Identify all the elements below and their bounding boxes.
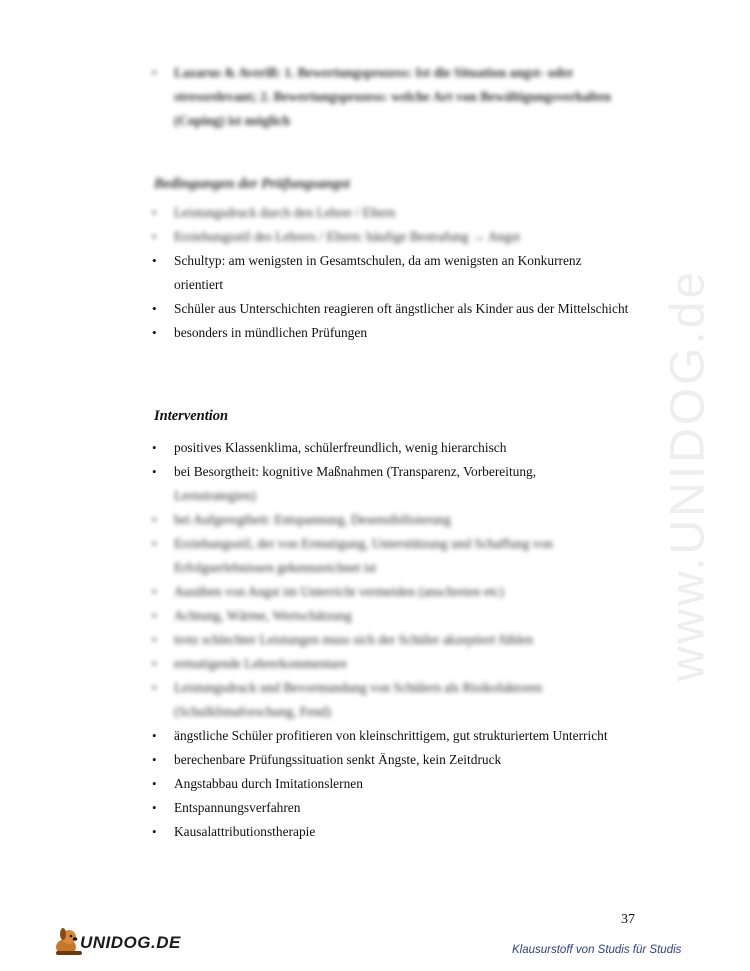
list-item [152, 460, 632, 484]
list-item [152, 748, 632, 772]
list-item [152, 652, 632, 676]
list-item [152, 508, 632, 532]
list-item-text: besonders in mündlichen Prüfungen [174, 325, 368, 340]
list-item-text: trotz schlechter Leistungen muss sich der Schüler akzeptiert fühlen [174, 632, 534, 647]
list-item-text: Kausalattributionstherapie [174, 824, 316, 839]
list-item-text: Entspannungsverfahren [174, 800, 301, 815]
list-item-text: Ausüben von Angst im Unterricht vermeiden (anschreien etc) [174, 584, 504, 599]
list-item-text: positives Klassenklima, schülerfreundlich, wenig hierarchisch [174, 440, 507, 455]
unidog-logo [52, 925, 182, 959]
footer-tagline: Klausurstoff von Studis für Studis [512, 944, 682, 956]
intervention-list [152, 436, 632, 844]
list-item-text: Angstabbau durch Imitationslernen [174, 776, 363, 791]
page-number: 37 [621, 912, 635, 927]
list-item [152, 201, 632, 225]
logo-text: UNIDOG.DE [80, 933, 181, 952]
list-item [152, 532, 632, 580]
list-item [152, 297, 632, 321]
top-bullet-list [152, 61, 632, 133]
list-item-text: ermutigende Lehrerkommentare [174, 656, 347, 671]
list-item-text: berechenbare Prüfungssituation senkt Ängste, kein Zeitdruck [174, 752, 502, 767]
list-item-text: Achtung, Wärme, Wertschätzung [174, 608, 352, 623]
list-item [152, 628, 632, 652]
list-item [152, 604, 632, 628]
list-item [152, 580, 632, 604]
list-item [152, 724, 632, 748]
intervention-heading: Intervention [154, 408, 229, 424]
list-item-text: Schüler aus Unterschichten reagieren oft ängstlicher als Kinder aus der Mittelschicht [174, 301, 629, 316]
list-item [152, 249, 632, 297]
list-item [152, 796, 632, 820]
list-item [152, 820, 632, 844]
list-item-text: Leistungsdruck durch den Lehrer / Eltern [174, 205, 396, 220]
list-item-text: bei Besorgtheit: kognitive Maßnahmen (Transparenz, Vorbereitung, [174, 464, 537, 479]
list-item-text: Lernstrategien) [174, 488, 256, 503]
list-item-text: Leistungsdruck und Bevormundung von Schülern als Risikofaktoren (Schulklimaforschung, Fend) [174, 680, 543, 719]
list-item-text: Erziehungsstil, der von Ermutigung, Unterstützung und Schaffung von Erfolgserlebnissen gekennzeichnet ist [174, 536, 553, 575]
list-item [152, 61, 632, 133]
list-item-text: bei Aufgeregtheit: Entspannung, Desensibilisierung [174, 512, 451, 527]
conditions-heading: Bedingungen der Prüfungsangst [154, 176, 350, 192]
watermark: www.UNIDOG.de [661, 268, 715, 682]
list-item-text: Schultyp: am wenigsten in Gesamtschulen, da am wenigsten an Konkurrenz orientiert [174, 253, 582, 292]
list-item-text: ängstliche Schüler profitieren von kleinschrittigem, gut strukturiertem Unterricht [174, 728, 608, 743]
list-item [152, 436, 632, 460]
list-item [152, 225, 632, 249]
list-item-text: Erziehungsstil des Lehrers / Eltern: häufige Bestrafung → Angst [174, 229, 520, 244]
list-item-text: Lazarus & Averill: 1. Bewertungsprozess: Ist die Situation angst- oder stressrelevant; 2. Bewertungsprozess: welche Art von Bewältigungsverhalten (Coping) ist möglich [174, 65, 612, 128]
conditions-list [152, 201, 632, 345]
list-item [152, 772, 632, 796]
list-item [152, 484, 632, 508]
list-item [152, 321, 632, 345]
list-item [152, 676, 632, 724]
